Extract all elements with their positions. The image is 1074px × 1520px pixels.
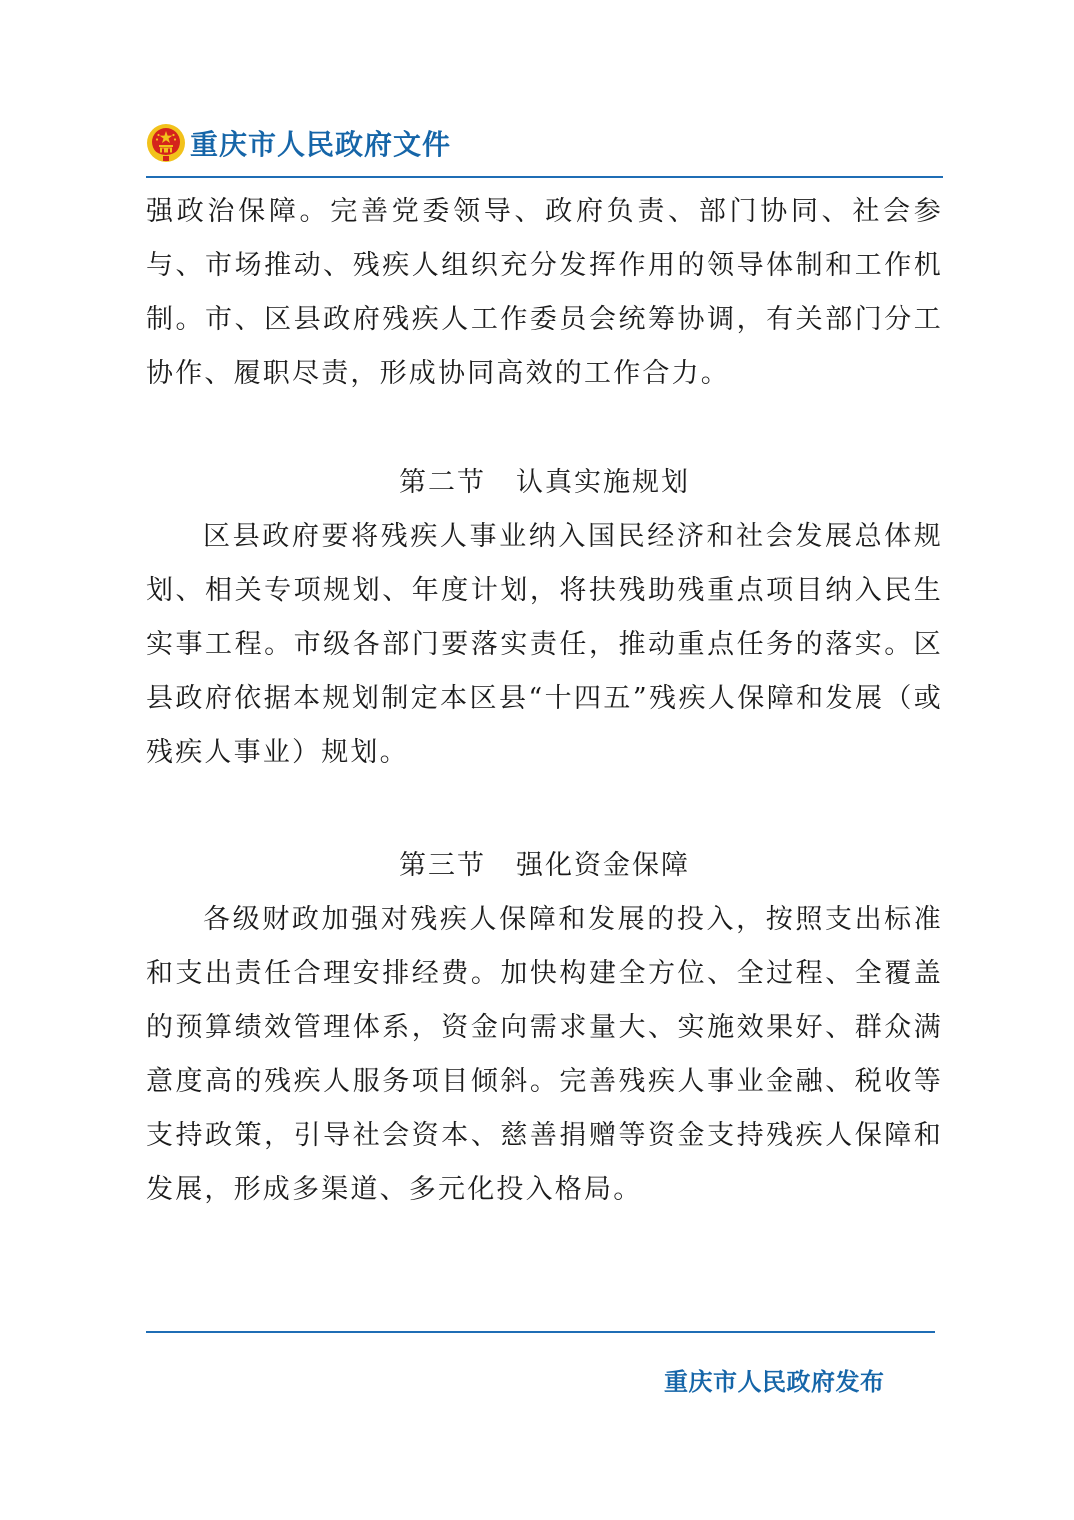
document-header: [146, 118, 451, 168]
paragraph-continuation: 强政治保障。完善党委领导、政府负责、部门协同、社会参与、市场推动、残疾人组织充分发挥作用的领导体制和工作机制。市、区县政府残疾人工作委员会统筹协调，有关部门分工协作、履职尽责，形成协同高效的工作合力。: [146, 196, 943, 389]
section-number: 第三节: [399, 850, 486, 881]
section-body-2: 区县政府要将残疾人事业纳入国民经济和社会发展总体规划、相关专项规划、年度计划，将扶残助残重点项目纳入民生实事工程。市级各部门要落实责任，推动重点任务的落实。区县政府依据本规划制定本区县“十四五”残疾人保障和发展（或残疾人事业）规划。: [146, 521, 943, 768]
section-title: 认真实施规划: [516, 467, 690, 498]
section-body-3: 各级财政加强对残疾人保障和发展的投入，按照支出标准和支出责任合理安排经费。加快构建全方位、全过程、全覆盖的预算绩效管理体系，资金向需求量大、实施效果好、群众满意度高的残疾人服务项目倾斜。完善残疾人事业金融、税收等支持政策，引导社会资本、慈善捐赠等资金支持残疾人保障和发展，形成多渠道、多元化投入格局。: [146, 904, 943, 1205]
header-divider: [146, 176, 943, 178]
header-title: 重庆市人民政府文件: [190, 128, 452, 161]
section-heading-2: [146, 460, 943, 499]
national-emblem-icon: [146, 123, 186, 163]
section-heading-3: [146, 843, 943, 882]
footer-divider: [146, 1331, 935, 1333]
section-title: 强化资金保障: [516, 850, 690, 881]
footer-publisher: 重庆市人民政府发布: [664, 1368, 885, 1396]
section-number: 第二节: [399, 467, 486, 498]
